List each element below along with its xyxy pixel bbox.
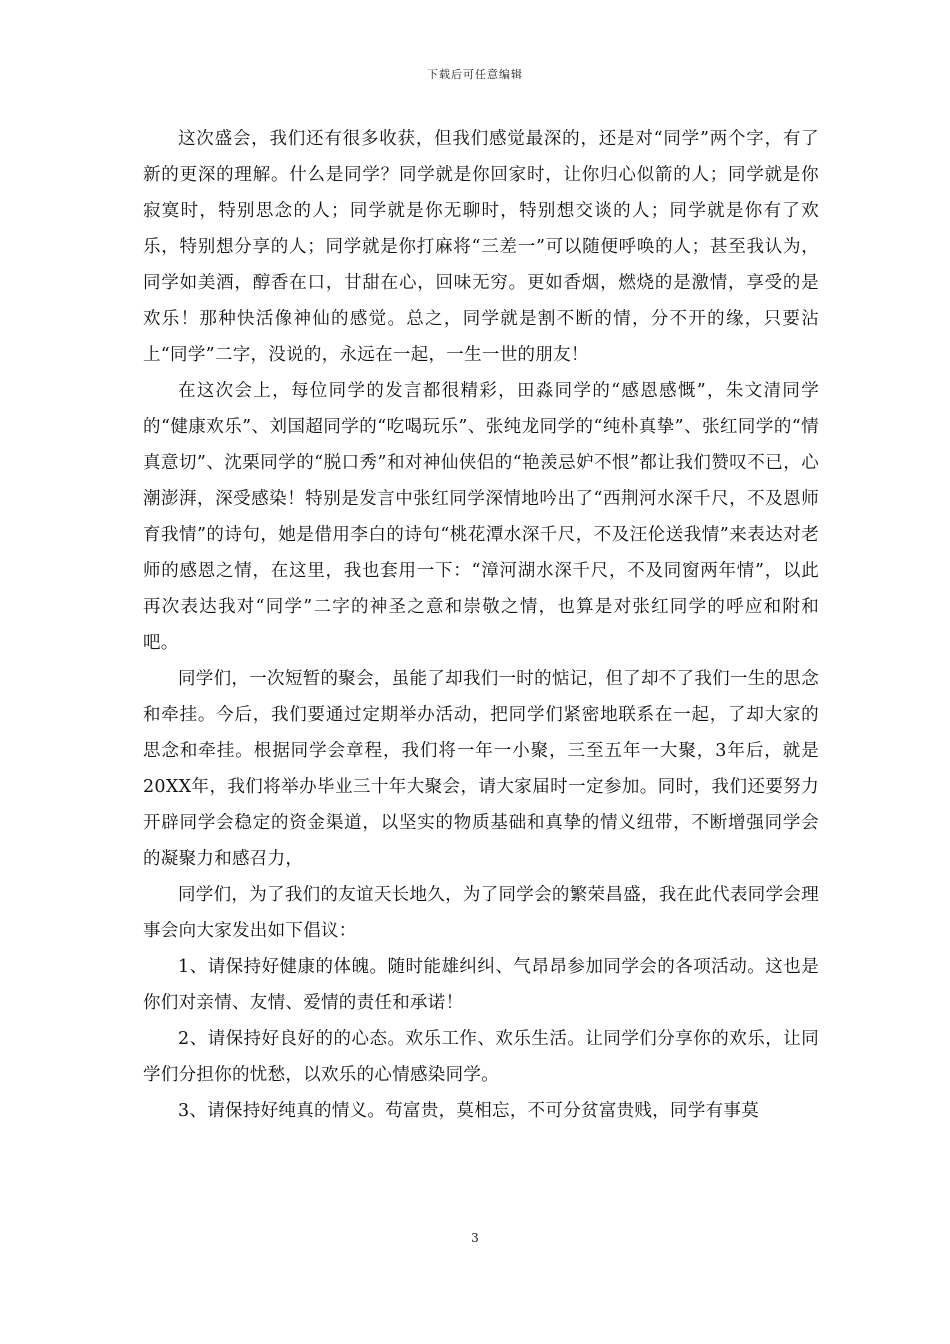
page-header-note: 下载后可任意编辑: [427, 68, 523, 81]
proposal-item-1: 1、请保持好健康的体魄。随时能雄纠纠、气昂昂参加同学会的各项活动。这也是你们对亲情、友情、爱情的责任和承诺！: [143, 957, 819, 1013]
paragraph-future-gatherings: 同学们，一次短暂的聚会，虽能了却我们一时的惦记，但了却不了我们一生的思念和牵挂。今后，我们要通过定期举办活动，把同学们紧密地联系在一起，了却大家的思念和牵挂。根据同学会章程，我们将一年一小聚，三至五年一大聚，3年后，就是20XX年，我们将举办毕业三十年大聚会，请大家届时一定参加。同时，我们还要努力开辟同学会稳定的资金渠道，以坚实的物质基础和真挚的情义纽带，不断增强同学会的凝聚力和感召力，: [143, 669, 819, 869]
document-body: [143, 121, 819, 1129]
proposal-item-2: 2、请保持好良好的的心态。欢乐工作、欢乐生活。让同学们分享你的欢乐，让同学们分担你的忧愁，以欢乐的心情感染同学。: [143, 1029, 819, 1085]
proposal-item-3: 3、请保持好纯真的情义。苟富贵，莫相忘，不可分贫富贵贱，同学有事莫: [178, 1101, 760, 1121]
page-number: 3: [471, 1231, 479, 1245]
paragraph-definition-of-classmates: 这次盛会，我们还有很多收获，但我们感觉最深的，还是对“同学”两个字，有了新的更深的理解。什么是同学？同学就是你回家时，让你归心似箭的人；同学就是你寂寞时，特别思念的人；同学就是你无聊时，特别想交谈的人；同学就是你有了欢乐，特别想分享的人；同学就是你打麻将“三差一”可以随便呼唤的人；甚至我认为，同学如美酒，醇香在口，甘甜在心，回味无穷。更如香烟，燃烧的是激情，享受的是欢乐！那种快活像神仙的感觉。总之，同学就是割不断的情，分不开的缘，只要沾上“同学”二字，没说的，永远在一起，一生一世的朋友！: [143, 129, 819, 365]
paragraph-speeches: 在这次会上，每位同学的发言都很精彩，田淼同学的“感恩感慨”，朱文清同学的“健康欢乐”、刘国超同学的“吃喝玩乐”、张纯龙同学的“纯朴真挚”、张红同学的“情真意切”、沈栗同学的“脱口秀”和对神仙侠侣的“艳羡忌妒不恨”都让我们赞叹不已，心潮澎湃，深受感染！特别是发言中张红同学深情地吟出了“西荆河水深千尺，不及恩师育我情”的诗句，她是借用李白的诗句“桃花潭水深千尺，不及汪伦送我情”来表达对老师的感恩之情，在这里，我也套用一下：“漳河湖水深千尺，不及同窗两年情”，以此再次表达我对“同学”二字的神圣之意和崇敬之情，也算是对张红同学的呼应和附和吧。: [143, 381, 819, 653]
paragraph-proposal-intro: 同学们，为了我们的友谊天长地久，为了同学会的繁荣昌盛，我在此代表同学会理事会向大家发出如下倡议：: [143, 885, 819, 941]
